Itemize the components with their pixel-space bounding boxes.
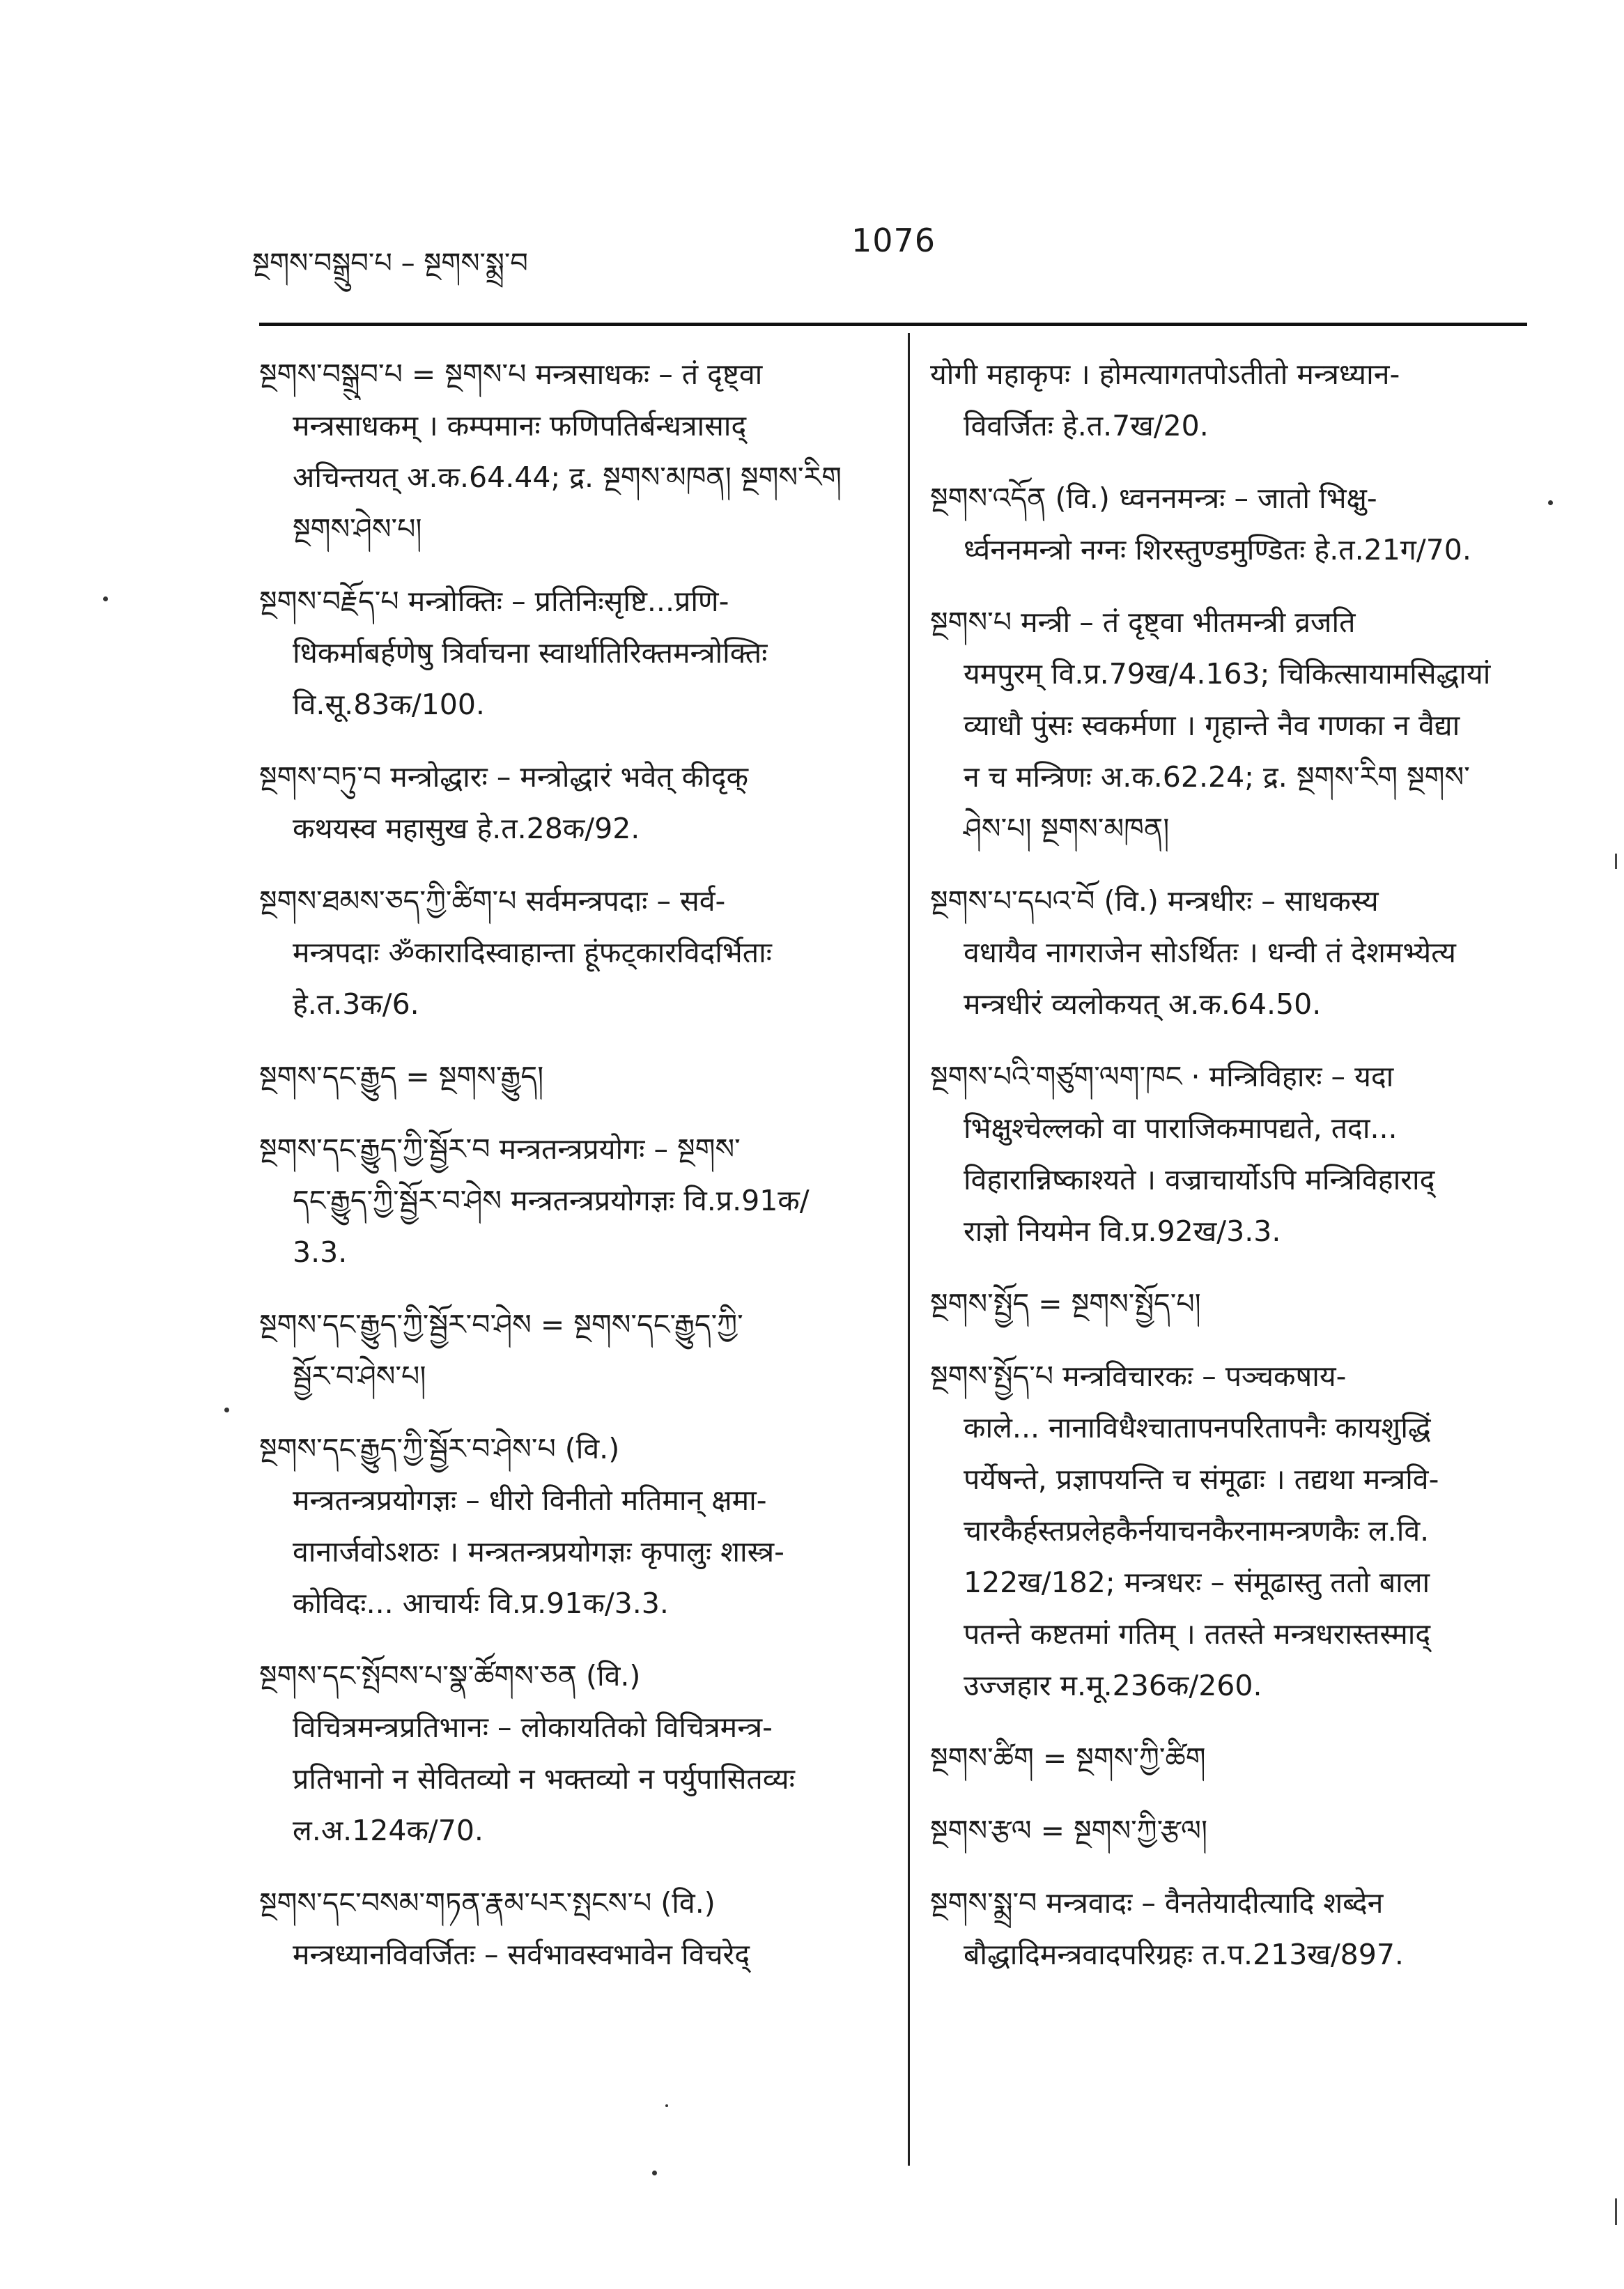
entry-headword-line: སྔགས་སྤྱོད་པ मन्त्रविचारकः – पञ्चकषाय- [930,1359,1347,1393]
dictionary-entry [259,348,872,555]
entry-text-line: बौद्धादिमन्त्रवादपरिग्रहः त.प.213ख/897. [964,1938,1404,1971]
left-column [259,348,872,2001]
entry-text-line: वधायैव नागराजेन सोऽर्थितः । धन्वी तं देशमभ्येत्य [964,936,1456,969]
entry-text-line: काले... नानाविधैश्चातापनपरितापनैः कायशुद्धिं [964,1411,1431,1444]
scan-edge-mark [1615,2198,1617,2225]
entry-text-line: अचिन्तयत् अ.क.64.44; द्र. སྔགས་མཁན། སྔགས་རིག [293,461,842,494]
entry-headword-line: སྔགས་བཏུ་བ मन्त्रोद्धारः – मन्त्रोद्धारं भवेत् कीदृक् [259,760,749,794]
entry-text-line: व्याधौ पुंसः स्वकर्मणा । गृहान्ते नैव गणका न वैद्या [964,709,1460,742]
scan-speck [103,596,108,601]
dictionary-entry [259,1877,872,1980]
entry-headword-line: སྔགས་པ་དཔའ་བོ (वि.) मन्त्रधीरः – साधकस्य [930,884,1379,918]
dictionary-entry [259,1650,872,1856]
entry-headword-line: སྔགས་དང་སྤོབས་པ་སྣ་ཚོགས་ཅན (वि.) [259,1659,641,1693]
entry-headword-line: སྔགས་དང་བསམ་གཏན་རྣམ་པར་སྤངས་པ (वि.) [259,1886,716,1920]
entry-text-line: मन्त्रपदाः ॐकारादिस्वाहान्ता हूंफट्कारविदर्भिताः [293,936,772,969]
entry-text-line: मन्त्रतन्त्रप्रयोगज्ञः – धीरो विनीतो मतिमान् क्षमा- [293,1483,767,1517]
entry-text-line: मन्त्रधीरं व्यलोकयत् अ.क.64.50. [964,987,1322,1021]
scan-edge-mark [1615,854,1617,869]
dictionary-entry [259,1123,872,1278]
dictionary-entry [259,576,872,730]
dictionary-entry [930,596,1529,854]
entry-headword-line: སྔགས་དང་རྒྱུད་ཀྱི་སྦྱོར་བ་ཤེས = སྔགས་དང་རྒྱུད་ཀྱི་ [259,1308,743,1341]
dictionary-entry [930,1877,1529,1980]
header-rule [259,323,1527,326]
dictionary-entry [930,348,1529,452]
entry-text-line: धिकर्माबर्हणेषु त्रिर्वाचना स्वार्थातिरिक्तमन्त्रोक्तिः [293,636,768,670]
entry-headword-line: སྔགས་ཚིག = སྔགས་ཀྱི་ཚིག [930,1741,1206,1775]
entry-headword-line: སྔགས་དང་རྒྱུད་ཀྱི་སྦྱོར་བ मन्त्रतन्त्रप्रयोगः – སྔགས་ [259,1132,741,1166]
entry-text-line: वि.सू.83क/100. [293,688,485,721]
dictionary-entry [259,1051,872,1102]
entry-headword-line: སྔགས་རྩལ = སྔགས་ཀྱི་རྩལ། [930,1814,1208,1847]
entry-text-line: यमपुरम् वि.प्र.79ख/4.163; चिकित्सायामसिद्धायां [964,657,1491,691]
dictionary-entry [259,1299,872,1402]
dictionary-entry [259,1423,872,1629]
entry-text-line: ཤེས་པ། སྔགས་མཁན། [964,812,1170,845]
entry-headword-line: སྔགས་བསྒྲུབ་པ = སྔགས་པ मन्त्रसाधकः – तं दृष्ट्वा [259,357,763,391]
dictionary-entry [930,1278,1529,1330]
entry-text-line: मन्त्रसाधकम् । कम्पमानः फणिपतिर्बन्धत्रासाद् [293,409,747,442]
entry-text-line: प्रतिभानो न सेवितव्यो न भक्तव्यो न पर्युपासितव्यः [293,1762,795,1796]
header-entry-range: སྔགས་བསྒྲུབ་པ – སྔགས་སྨྲ་བ [252,247,528,279]
entry-headword-line: སྔགས་སྤྱོད = སྔགས་སྤྱོད་པ། [930,1287,1201,1320]
entry-text-line: སྔགས་ཤེས་པ། [293,512,422,546]
entry-text-line: भिक्षुश्चेल्लको वा पाराजिकमापद्यते, तदा... [964,1111,1398,1145]
entry-headword-line: སྔགས་སྨྲ་བ मन्त्रवादः – वैनतेयादीत्यादि शब्देन [930,1886,1384,1920]
entry-headword-line: སྔགས་བརྗོད་པ मन्त्रोक्तिः – प्रतिनिःसृष्टि...प्रणि- [259,585,729,618]
entry-text-line: विचित्रमन्त्रप्रतिभानः – लोकायतिको विचित्रमन्त्र- [293,1711,773,1744]
right-column [930,348,1529,2001]
entry-text-line: विवर्जितः हे.त.7ख/20. [964,409,1209,442]
entry-text-line: न च मन्त्रिणः अ.क.62.24; द्र. སྔགས་རིག སྔགས་ [964,760,1470,794]
entry-text-line: चारकैर्हस्तप्रलेहकैर्नयाचनकैरनामन्त्रणकैः ल.वि. [964,1514,1430,1548]
entry-text-line: 122ख/182; मन्त्रधरः – संमूढास्तु ततो बाला [964,1566,1430,1599]
dictionary-entry [930,1732,1529,1784]
dictionary-entry [930,875,1529,1030]
entry-headword-line: སྔགས་འདོན (वि.) ध्वननमन्त्रः – जातो भिक्षु- [930,481,1377,515]
entry-headword-line: སྔགས་ཐམས་ཅད་ཀྱི་ཚིག་པ सर्वमन्त्रपदाः – सर्व- [259,884,726,918]
scan-speck [224,1408,229,1412]
entry-headword-line: योगी महाकृपः । होमत्यागतपोऽतीतो मन्त्रध्यान- [930,357,1400,391]
entry-text-line: वानार्जवोऽशठः । मन्त्रतन्त्रप्रयोगज्ञः कृपालुः शास्त्र- [293,1535,784,1569]
scan-speck [665,2104,668,2107]
entry-text-line: पतन्ते कष्टतमां गतिम् । ततस्ते मन्त्रधरास्तस्माद् [964,1617,1431,1651]
dictionary-entry [259,875,872,1030]
dictionary-entry [930,1350,1529,1711]
entry-text-line: विहारान्निष्काश्यते । वज्राचार्योऽपि मन्त्रिविहाराद् [964,1163,1435,1196]
entry-text-line: र्ध्वननमन्त्रो नग्नः शिरस्तुण्डमुण्डितः हे.त.21ग/70. [964,533,1471,567]
entry-text-line: སྦྱོར་བ་ཤེས་པ། [293,1359,426,1393]
entry-text-line: पर्येषन्ते, प्रज्ञापयन्ति च संमूढाः । तद्यथा मन्त्रवि- [964,1463,1439,1496]
entry-text-line: मन्त्रध्यानविवर्जितः – सर्वभावस्वभावेन विचरेद् [293,1938,750,1971]
entry-text-line: राज्ञो नियमेन वि.प्र.92ख/3.3. [964,1215,1281,1248]
page-number: 1076 [851,222,936,259]
dictionary-entry [930,1051,1529,1257]
entry-text-line: कोविदः... आचार्यः वि.प्र.91क/3.3. [293,1587,669,1620]
dictionary-entry [259,751,872,854]
column-divider [908,333,910,2166]
entry-text-line: 3.3. [293,1235,348,1269]
running-header [252,222,1527,277]
entry-text-line: उज्जहार म.मू.236क/260. [964,1669,1262,1702]
entry-text-line: कथयस्व महासुख हे.त.28क/92. [293,812,640,845]
entry-text-line: ल.अ.124क/70. [293,1814,484,1847]
dictionary-entry [930,472,1529,576]
scan-speck [652,2171,657,2175]
entry-headword-line: སྔགས་པ मन्त्री – तं दृष्ट्वा भीतमन्त्री व्रजति [930,606,1356,639]
entry-text-line: དང་རྒྱུད་ཀྱི་སྦྱོར་བ་ཤེས मन्त्रतन्त्रप्रयोगज्ञः वि.प्र.91क/ [293,1184,810,1217]
scan-speck [1548,500,1553,505]
dictionary-entry [930,1805,1529,1856]
entry-headword-line: སྔགས་པའི་གཙུག་ལག་ཁང · मन्त्रिविहारः – यदा [930,1060,1394,1093]
entry-headword-line: སྔགས་དང་རྒྱུད་ཀྱི་སྦྱོར་བ་ཤེས་པ (वि.) [259,1432,620,1465]
entry-headword-line: སྔགས་དང་རྒྱུད = སྔགས་རྒྱུད། [259,1060,544,1093]
entry-text-line: हे.त.3क/6. [293,987,419,1021]
